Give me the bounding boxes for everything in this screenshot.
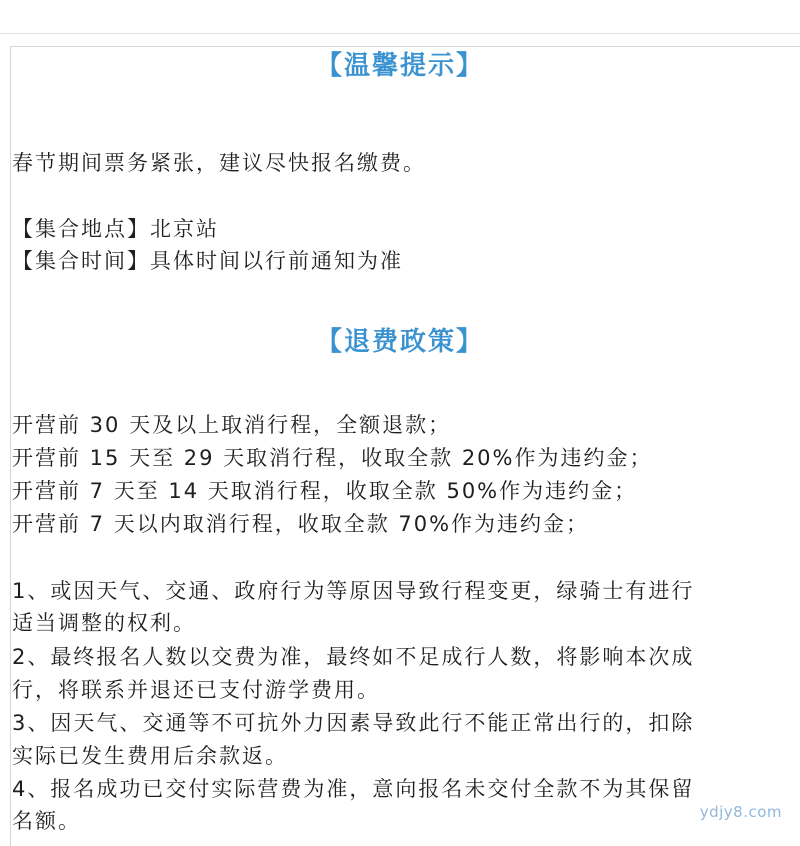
term-line: 2、最终报名人数以交费为准，最终如不足成行人数，将影响本次成 [12, 645, 695, 669]
notice-ticket-text: 春节期间票务紧张，建议尽快报名缴费。 [12, 151, 426, 175]
site-watermark: ydjy8.com [699, 803, 782, 821]
term-line: 适当调整的权利。 [12, 611, 196, 635]
gathering-time: 【集合时间】具体时间以行前通知为准 [12, 249, 403, 273]
top-divider [0, 33, 800, 34]
notice-heading: 【温馨提示】 [315, 51, 484, 81]
term-line: 实际已发生费用后余款返。 [12, 744, 288, 768]
refund-rule: 开营前 15 天至 29 天取消行程，收取全款 20%作为违约金； [12, 446, 653, 470]
refund-heading: 【退费政策】 [315, 327, 484, 357]
term-line: 4、报名成功已交付实际营费为准，意向报名未交付全款不为其保留 [12, 777, 695, 801]
content-frame [10, 46, 800, 846]
term-line: 3、因天气、交通等不可抗外力因素导致此行不能正常出行的，扣除 [12, 711, 695, 735]
term-line: 行，将联系并退还已支付游学费用。 [12, 678, 380, 702]
term-line: 1、或因天气、交通、政府行为等原因导致行程变更，绿骑士有进行 [12, 579, 695, 603]
refund-rule: 开营前 30 天及以上取消行程，全额退款； [12, 413, 452, 437]
term-line: 名额。 [12, 809, 81, 833]
refund-rule: 开营前 7 天至 14 天取消行程，收取全款 50%作为违约金； [12, 479, 638, 503]
refund-rule: 开营前 7 天以内取消行程，收取全款 70%作为违约金； [12, 512, 590, 536]
gathering-location: 【集合地点】北京站 [12, 217, 219, 241]
